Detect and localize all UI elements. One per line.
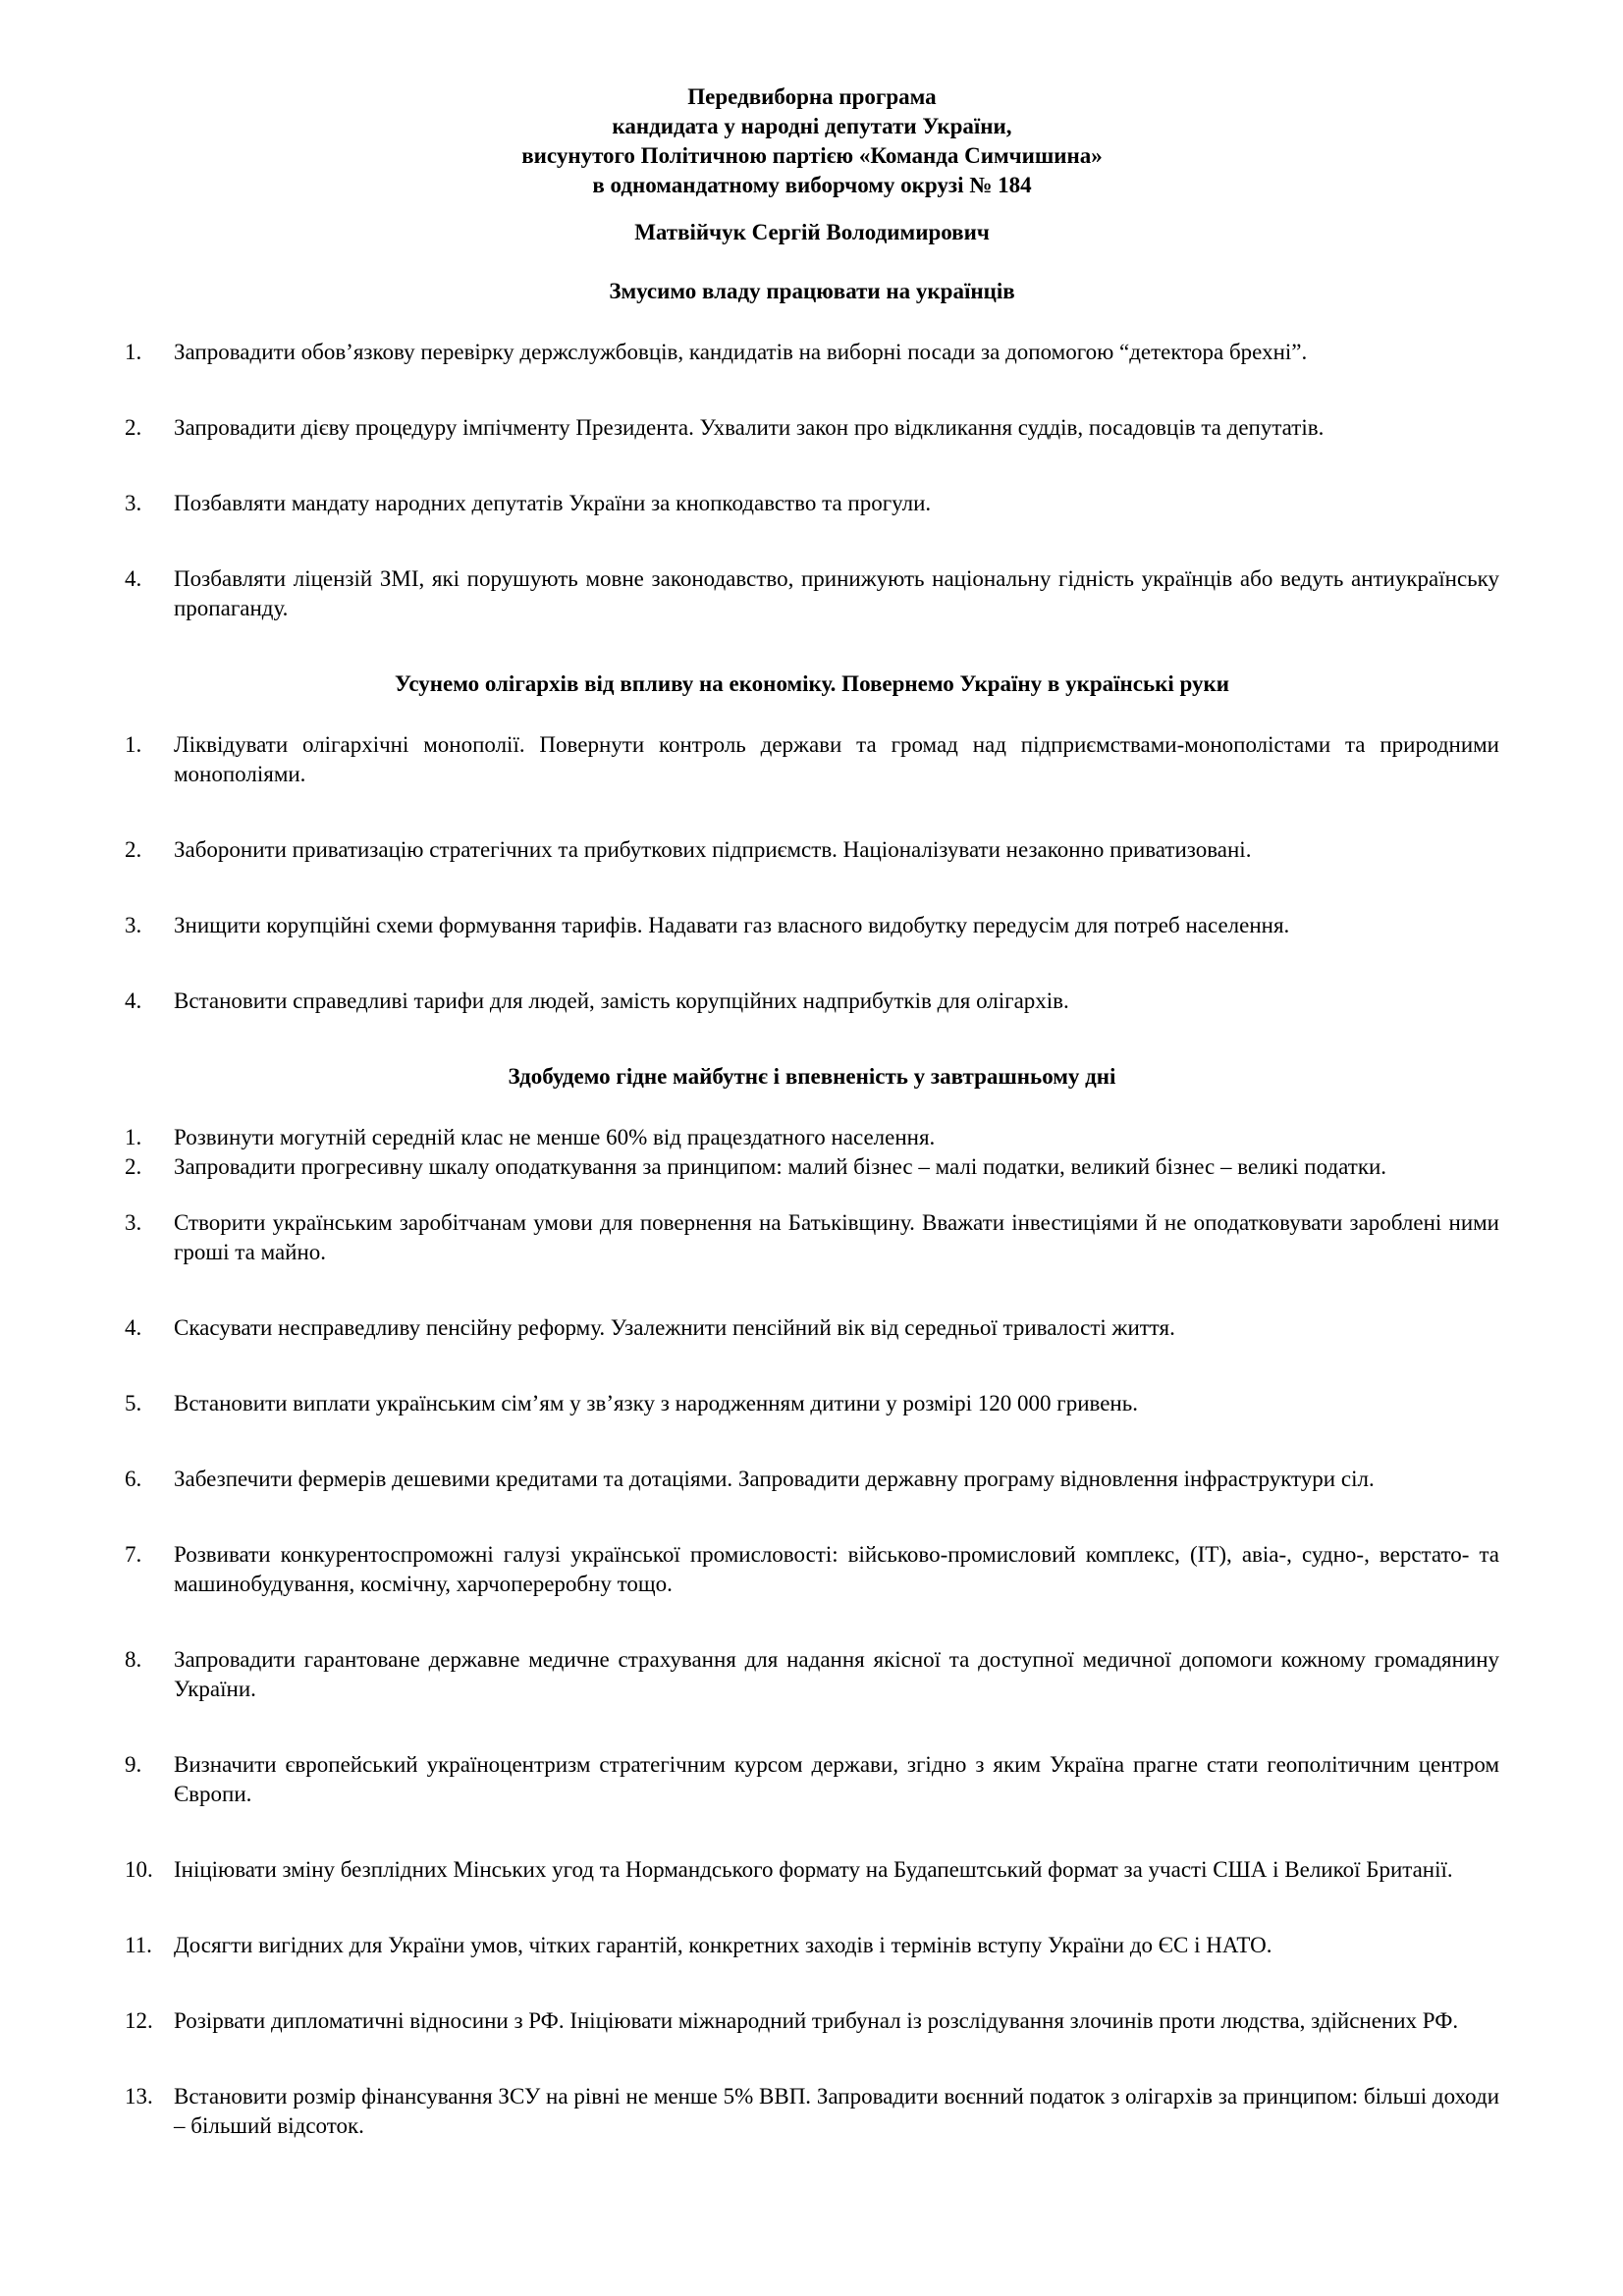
list-item (125, 338, 1499, 367)
list-item-text: Запровадити обов’язкову перевірку держслужбовців, кандидатів на виборні посади за допомогою “детектора брехні”. (174, 340, 1308, 364)
section-heading: Здобудемо гідне майбутнє і впевненість у завтрашньому дні (508, 1064, 1116, 1089)
section-heading: Змусимо владу працювати на українців (609, 279, 1015, 303)
list-item-number: 1. (125, 1125, 142, 1149)
list-item-text: Забезпечити фермерів дешевими кредитами та дотаціями. Запровадити державну програму відновлення інфраструктури сіл. (174, 1467, 1375, 1491)
list-item-number: 13. (125, 2084, 153, 2109)
list-item-number: 9. (125, 1752, 142, 1777)
list-item-number: 1. (125, 340, 142, 364)
list-item-number: 2. (125, 415, 142, 440)
document-title-line: Передвиборна програма (687, 84, 937, 109)
list-item (125, 564, 1499, 623)
list-item-text: Встановити виплати українським сім’ям у зв’язку з народженням дитини у розмірі 120 000 гривень. (174, 1391, 1138, 1415)
list-item (125, 1750, 1499, 1809)
program-section (125, 669, 1499, 1016)
list-item-text: Встановити розмір фінансування ЗСУ на рівні не менше 5% ВВП. Запровадити воєнний податок з олігархів за принципом: більші доходи – більший відсоток. (174, 2084, 1499, 2138)
section-item-list (125, 1123, 1499, 2141)
list-item (125, 1123, 1499, 1152)
list-item-text: Заборонити приватизацію стратегічних та прибуткових підприємств. Націоналізувати незаконно приватизовані. (174, 837, 1252, 862)
list-item-text: Створити українським заробітчанам умови для повернення на Батьківщину. Вважати інвестиціями й не оподатковувати зароблені ними гроші та майно. (174, 1210, 1499, 1264)
list-item-number: 8. (125, 1647, 142, 1672)
list-item (125, 2082, 1499, 2141)
list-item-number: 3. (125, 1210, 142, 1235)
list-item-number: 4. (125, 1315, 142, 1340)
program-section (125, 1062, 1499, 2141)
list-item-text: Скасувати несправедливу пенсійну реформу. Узалежнити пенсійний вік від середньої тривалості життя. (174, 1315, 1175, 1340)
list-item (125, 1208, 1499, 1267)
list-item (125, 489, 1499, 518)
list-item (125, 835, 1499, 865)
list-item (125, 1855, 1499, 1885)
list-item-text: Ліквідувати олігархічні монополії. Повернути контроль держави та громад над підприємствами-монополістами та природними монополіями. (174, 732, 1499, 786)
program-section (125, 277, 1499, 623)
list-item-text: Позбавляти мандату народних депутатів України за кнопкодавство та прогули. (174, 491, 932, 515)
list-item-text: Запровадити дієву процедуру імпічменту Президента. Ухвалити закон про відкликання суддів, посадовців та депутатів. (174, 415, 1325, 440)
document-title-line: висунутого Політичною партією «Команда Симчишина» (521, 143, 1103, 168)
list-item-number: 1. (125, 732, 142, 757)
list-item-number: 12. (125, 2008, 153, 2033)
list-item-number: 2. (125, 1154, 142, 1179)
list-item (125, 413, 1499, 443)
list-item (125, 1540, 1499, 1599)
list-item-number: 3. (125, 913, 142, 937)
list-item-text: Досягти вигідних для України умов, чітких гарантій, конкретних заходів і термінів вступу України до ЄС і НАТО. (174, 1933, 1272, 1957)
list-item (125, 1645, 1499, 1704)
list-item-text: Запровадити прогресивну шкалу оподаткування за принципом: малий бізнес – малі податки, великий бізнес – великі податки. (174, 1154, 1387, 1179)
section-heading: Усунемо олігархів від впливу на економіку. Повернемо Україну в українські руки (394, 671, 1230, 696)
list-item (125, 987, 1499, 1016)
list-item (125, 1931, 1499, 1960)
section-item-list (125, 338, 1499, 623)
list-item-number: 2. (125, 837, 142, 862)
list-item-text: Розвивати конкурентоспроможні галузі української промисловості: військово-промисловий комплекс, (ІТ), авіа-, судно-, верстато- та машинобудування, космічну, харчопереробну тощо. (174, 1542, 1499, 1596)
list-item (125, 911, 1499, 940)
list-item-text: Запровадити гарантоване державне медичне страхування для надання якісної та доступної медичної допомоги кожному громадянину України. (174, 1647, 1499, 1701)
list-item-text: Розірвати дипломатичні відносини з РФ. Ініціювати міжнародний трибунал із розслідування злочинів проти людства, здійснених РФ. (174, 2008, 1459, 2033)
document-title-line: в одномандатному виборчому окрузі № 184 (592, 173, 1032, 197)
list-item-text: Ініціювати зміну безплідних Мінських угод та Нормандського формату на Будапештський формат за участі США і Великої Британії. (174, 1857, 1453, 1882)
program-body (125, 277, 1499, 2141)
list-item-number: 4. (125, 566, 142, 591)
list-item (125, 1389, 1499, 1418)
list-item-text: Позбавляти ліцензій ЗМІ, які порушують мовне законодавство, принижують національну гідність українців або ведуть антиукраїнську пропаганду. (174, 566, 1499, 620)
list-item-text: Розвинути могутній середній клас не менше 60% від працездатного населення. (174, 1125, 936, 1149)
list-item-number: 3. (125, 491, 142, 515)
list-item-number: 5. (125, 1391, 142, 1415)
list-item-number: 7. (125, 1542, 142, 1567)
list-item-text: Встановити справедливі тарифи для людей, замість корупційних надприбутків для олігархів. (174, 988, 1069, 1013)
list-item (125, 2006, 1499, 2036)
document-title (125, 82, 1499, 200)
list-item-number: 11. (125, 1933, 152, 1957)
list-item-number: 4. (125, 988, 142, 1013)
list-item-number: 6. (125, 1467, 142, 1491)
list-item (125, 730, 1499, 789)
list-item-number: 10. (125, 1857, 153, 1882)
document-title-line: кандидата у народні депутати України, (612, 114, 1012, 138)
candidate-name: Матвійчук Сергій Володимирович (634, 220, 990, 244)
section-item-list (125, 730, 1499, 1016)
list-item (125, 1313, 1499, 1343)
list-item (125, 1465, 1499, 1494)
list-item (125, 1152, 1499, 1182)
list-item-text: Визначити європейський україноцентризм стратегічним курсом держави, згідно з яким Україна прагне стати геополітичним центром Європи. (174, 1752, 1499, 1806)
list-item-text: Знищити корупційні схеми формування тарифів. Надавати газ власного видобутку передусім для потреб населення. (174, 913, 1290, 937)
